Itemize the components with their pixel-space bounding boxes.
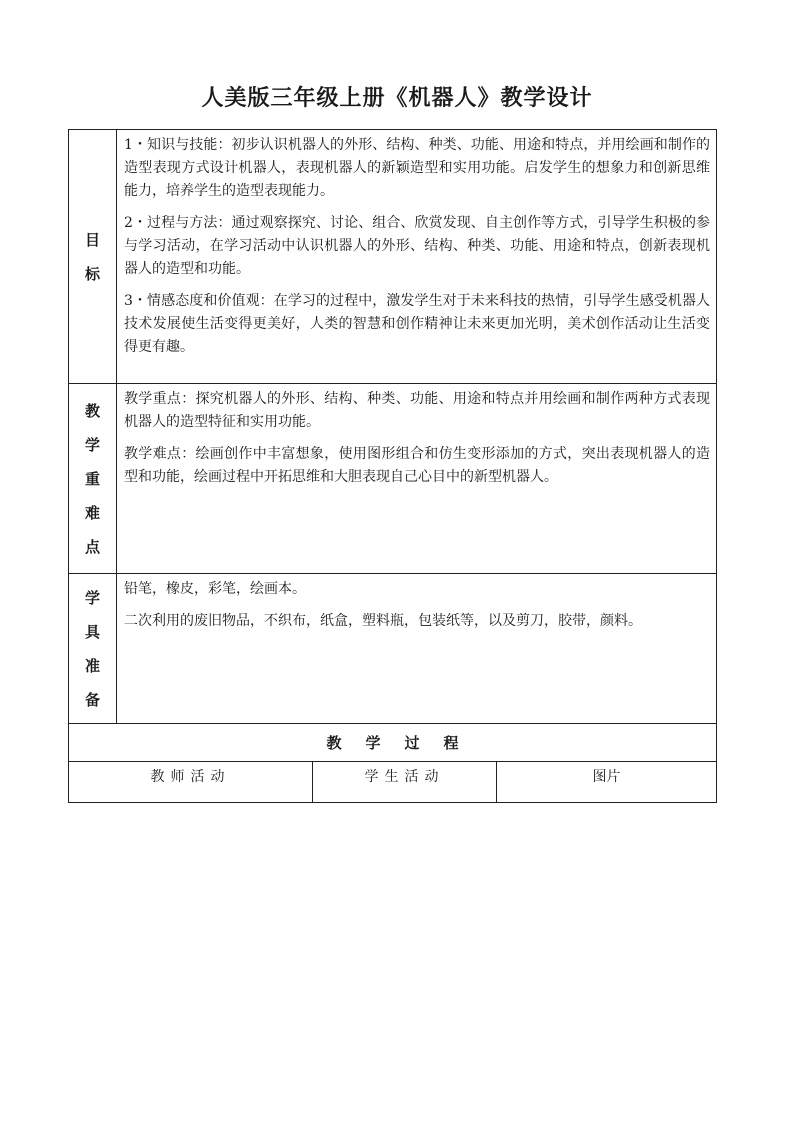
goals-content (117, 130, 717, 384)
document-title: 人美版三年级上册《机器人》教学设计 (201, 85, 593, 111)
column-pictures: 图片 (497, 762, 717, 803)
goals-row (69, 130, 717, 384)
materials-basic: 铅笔，橡皮，彩笔，绘画本。 (124, 581, 306, 597)
materials-label-char: 具 (84, 622, 100, 641)
key-points-label-char: 教 (84, 401, 100, 420)
goal-knowledge: 1・知识与技能：初步认识机器人的外形、结构、种类、功能、用途和特点，并用绘画和制作的造型表现方式设计机器人，表现机器人的新颖造型和实用功能。启发学生的想象力和创新思维能力，培养学生的造型表现能力。 (124, 137, 711, 199)
key-points-content (117, 384, 717, 574)
materials-label-char: 准 (84, 656, 100, 675)
key-point-focus: 教学重点：探究机器人的外形、结构、种类、功能、用途和特点并用绘画和制作两种方式表现机器人的造型特征和实用功能。 (124, 391, 711, 430)
key-points-row (69, 384, 717, 574)
column-student-activity: 学生活动 (313, 762, 497, 803)
goal-attitude: 3・情感态度和价值观：在学习的过程中，激发学生对于未来科技的热情，引导学生感受机器人技术发展使生活变得更美好，人类的智慧和创作精神让未来更加光明，美术创作活动让生活变得更有趣。 (124, 293, 711, 355)
key-points-label-char: 点 (84, 537, 100, 556)
materials-label-char: 备 (84, 690, 100, 709)
materials-recycled: 二次利用的废旧物品，不织布，纸盒，塑料瓶，包装纸等，以及剪刀，胶带，颜料。 (124, 613, 642, 629)
key-points-label-char: 难 (84, 503, 100, 522)
key-points-label (69, 384, 117, 574)
lesson-plan-table (68, 129, 717, 803)
process-columns-row (69, 762, 717, 803)
process-heading: 教学过程 (69, 724, 717, 762)
key-point-difficulty: 教学难点：绘画创作中丰富想象，使用图形组合和仿生变形添加的方式，突出表现机器人的造型和功能，绘画过程中开拓思维和大胆表现自己心目中的新型机器人。 (124, 446, 711, 485)
key-points-label-char: 学 (84, 435, 100, 454)
goal-process: 2・过程与方法：通过观察探究、讨论、组合、欣赏发现、自主创作等方式，引导学生积极的参与学习活动，在学习活动中认识机器人的外形、结构、种类、功能、用途和特点，创新表现机器人的造型和功能。 (124, 215, 711, 277)
materials-label-char: 学 (84, 588, 100, 607)
materials-content (117, 574, 717, 724)
goals-label-char: 标 (84, 264, 100, 283)
goals-label (69, 130, 117, 384)
column-teacher-activity: 教师活动 (69, 762, 313, 803)
materials-label (69, 574, 117, 724)
materials-row (69, 574, 717, 724)
goals-label-char: 目 (84, 230, 100, 249)
process-heading-row (69, 724, 717, 762)
key-points-label-char: 重 (84, 469, 100, 488)
